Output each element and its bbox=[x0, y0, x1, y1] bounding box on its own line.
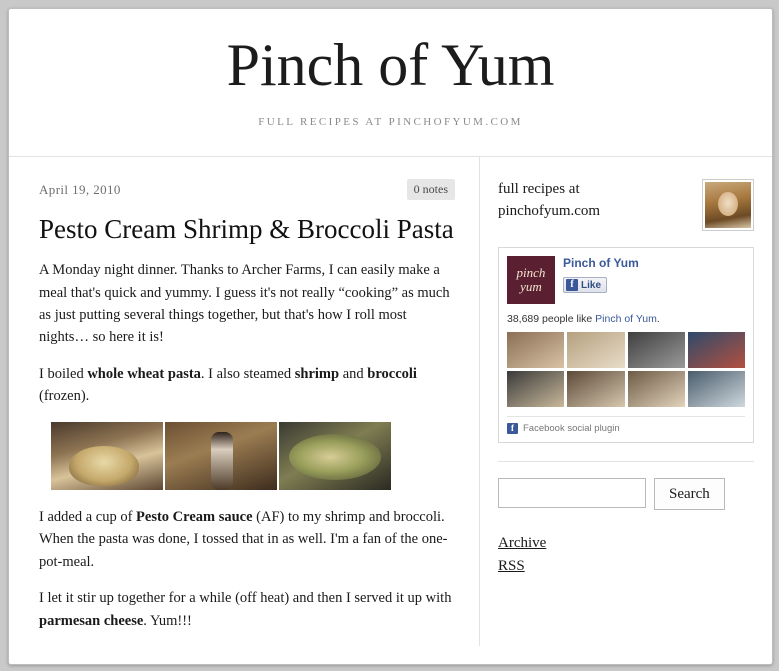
logo-line-1: pinch bbox=[516, 265, 546, 281]
post-photo-3[interactable] bbox=[279, 422, 391, 490]
content-wrapper bbox=[9, 157, 772, 646]
facebook-f-icon: f bbox=[566, 279, 578, 291]
p2-bold-broccoli: broccoli bbox=[367, 365, 417, 382]
facebook-header-text bbox=[563, 256, 639, 293]
p2-text-c: . I also steamed bbox=[200, 365, 295, 382]
post-date: April 19, 2010 bbox=[39, 181, 121, 197]
avatar bbox=[702, 179, 754, 231]
facebook-page-name[interactable]: Pinch of Yum bbox=[563, 256, 639, 270]
post-body bbox=[39, 259, 455, 632]
p2-text-e: and bbox=[339, 365, 368, 382]
photo-strip bbox=[51, 422, 391, 490]
p2-bold-pasta: whole wheat pasta bbox=[87, 365, 201, 382]
facebook-like-label: Like bbox=[581, 279, 602, 291]
sidebar-intro-line-2: pinchofyum.com bbox=[498, 202, 601, 219]
search-button[interactable]: Search bbox=[654, 478, 725, 510]
pinch-of-yum-logo-icon bbox=[507, 256, 555, 304]
post-paragraph-1: A Monday night dinner. Thanks to Archer Farms, I can easily make a meal that's quick and yummy. I guess it's not really “cooking” as much as just putting several things together, but that's how I roll most nights… so here it is! bbox=[39, 262, 450, 346]
sidebar-link-rss[interactable]: RSS bbox=[498, 557, 525, 574]
site-tagline: FULL RECIPES AT PINCHOFYUM.COM bbox=[258, 116, 523, 128]
fb-count-page-link[interactable]: Pinch of Yum bbox=[595, 313, 657, 325]
sidebar-intro-line-1: full recipes at bbox=[498, 181, 580, 197]
post-title: Pesto Cream Shrimp & Broccoli Pasta bbox=[39, 214, 454, 244]
fb-count-suffix: . bbox=[656, 313, 660, 325]
post-paragraph-2 bbox=[39, 363, 455, 408]
site-title: Pinch of Yum bbox=[226, 32, 555, 98]
post-meta-row bbox=[39, 179, 455, 200]
p3-bold-sauce: Pesto Cream sauce bbox=[136, 508, 253, 525]
facebook-like-count bbox=[507, 313, 745, 325]
facebook-face-5[interactable] bbox=[507, 371, 564, 407]
p3-text-c: (AF) to my shrimp and broccoli. When the pasta was done, I tossed that in as well. I'm a fan of the one-pot-meal. bbox=[39, 508, 448, 570]
facebook-plugin-label: Facebook social plugin bbox=[523, 423, 620, 434]
facebook-header bbox=[507, 256, 745, 304]
notes-badge[interactable]: 0 notes bbox=[407, 179, 455, 200]
facebook-face-2[interactable] bbox=[567, 332, 624, 368]
p4-bold-cheese: parmesan cheese bbox=[39, 612, 144, 629]
logo-line-2: yum bbox=[520, 279, 542, 294]
page-container bbox=[8, 8, 773, 665]
sidebar bbox=[480, 157, 772, 646]
sidebar-intro-text bbox=[498, 179, 600, 223]
facebook-face-3[interactable] bbox=[628, 332, 685, 368]
site-header bbox=[9, 9, 772, 157]
sidebar-divider-1 bbox=[498, 461, 754, 462]
facebook-f-icon-small: f bbox=[507, 423, 518, 434]
facebook-face-7[interactable] bbox=[628, 371, 685, 407]
search-row bbox=[498, 478, 754, 510]
post-paragraph-4 bbox=[39, 587, 455, 632]
facebook-face-1[interactable] bbox=[507, 332, 564, 368]
facebook-face-4[interactable] bbox=[688, 332, 745, 368]
facebook-like-box bbox=[498, 247, 754, 443]
facebook-like-button[interactable] bbox=[563, 277, 607, 293]
main-column bbox=[9, 157, 479, 646]
facebook-faces-grid bbox=[507, 332, 745, 407]
p2-text-g: (frozen). bbox=[39, 388, 90, 405]
sidebar-links bbox=[498, 532, 754, 577]
p4-text-c: . Yum!!! bbox=[143, 612, 192, 629]
search-input[interactable] bbox=[498, 478, 646, 508]
p3-text-a: I added a cup of bbox=[39, 508, 137, 525]
avatar-image bbox=[705, 182, 751, 228]
p2-text-a: I boiled bbox=[39, 365, 88, 382]
facebook-face-6[interactable] bbox=[567, 371, 624, 407]
facebook-face-8[interactable] bbox=[688, 371, 745, 407]
sidebar-link-archive[interactable]: Archive bbox=[498, 535, 547, 551]
sidebar-intro-row bbox=[498, 179, 754, 231]
facebook-social-plugin-footer bbox=[507, 416, 745, 434]
post-paragraph-3 bbox=[39, 506, 455, 573]
fb-count-prefix: 38,689 people like bbox=[507, 313, 596, 325]
post-photo-1[interactable] bbox=[51, 422, 163, 490]
p2-bold-shrimp: shrimp bbox=[294, 365, 340, 382]
p4-text-a: I let it stir up together for a while (off heat) and then I served it up with bbox=[39, 590, 452, 607]
post-photo-2[interactable] bbox=[165, 422, 277, 490]
